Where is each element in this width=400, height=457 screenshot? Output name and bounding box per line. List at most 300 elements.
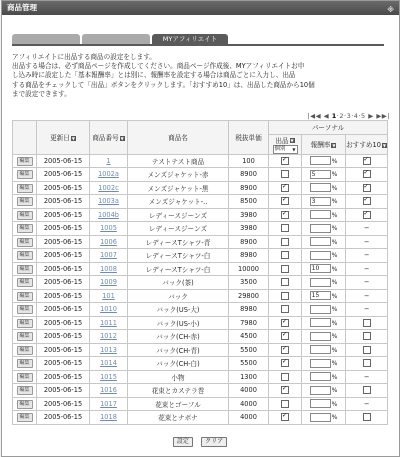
product-name-cell: メンズジャケット-赤 <box>128 168 229 182</box>
listing-checkbox[interactable] <box>281 292 289 300</box>
listing-checkbox[interactable] <box>281 386 289 394</box>
header-listing <box>269 134 302 154</box>
header-name: 商品名 <box>128 121 229 155</box>
page-link-1[interactable]: 1 <box>331 112 337 120</box>
code-cell <box>90 168 128 182</box>
edit-cell <box>13 276 37 290</box>
date-cell: 2005-06-15 <box>37 154 90 168</box>
recommend-checkbox[interactable] <box>363 346 371 354</box>
listing-checkbox[interactable] <box>281 224 289 232</box>
price-cell: 3980 <box>229 222 269 236</box>
rate-input[interactable] <box>310 332 331 341</box>
recommend-cell <box>346 235 388 249</box>
recommend-cell <box>346 357 388 371</box>
table-row <box>13 357 388 371</box>
product-code-link[interactable]: 1016 <box>100 386 117 395</box>
product-code-link[interactable]: 1007 <box>100 251 117 260</box>
price-cell: 100 <box>229 154 269 168</box>
header-listing-label: 出品 <box>275 136 289 145</box>
prev-page-icon[interactable]: ◀ <box>323 112 330 120</box>
price-cell: 4000 <box>229 384 269 398</box>
sort-icon[interactable]: ▼ <box>332 142 336 148</box>
product-name-cell: バック(CH-青) <box>128 343 229 357</box>
code-cell <box>90 370 128 384</box>
code-cell <box>90 411 128 425</box>
product-name-cell: テストテスト商品 <box>128 154 229 168</box>
edit-cell <box>13 357 37 371</box>
rate-cell <box>302 411 346 425</box>
table-row <box>13 330 388 344</box>
rate-cell <box>302 303 346 317</box>
listing-cell <box>269 370 302 384</box>
header-date[interactable] <box>37 121 90 155</box>
product-name-cell: バック(CH-赤) <box>128 330 229 344</box>
date-cell: 2005-06-15 <box>37 262 90 276</box>
date-cell: 2005-06-15 <box>37 384 90 398</box>
rate-input[interactable] <box>310 183 331 192</box>
edit-button[interactable]: 編集 <box>17 265 33 274</box>
sort-icon[interactable]: ▼ <box>290 138 294 143</box>
recommend-cell <box>346 303 388 317</box>
date-cell: 2005-06-15 <box>37 195 90 209</box>
listing-checkbox[interactable] <box>281 197 289 205</box>
page-link-4[interactable]: 4 <box>353 112 359 120</box>
header-personal: パーソナル <box>269 121 388 135</box>
edit-cell <box>13 303 37 317</box>
rate-input[interactable] <box>310 237 331 246</box>
edit-cell <box>13 370 37 384</box>
last-page-icon[interactable]: ▶▶| <box>376 112 390 120</box>
product-code-link[interactable]: 1003a <box>98 197 119 206</box>
edit-cell <box>13 208 37 222</box>
code-cell <box>90 235 128 249</box>
price-cell: 8980 <box>229 249 269 263</box>
percent-label: % <box>331 333 338 341</box>
recommend-cell <box>346 222 388 236</box>
edit-button[interactable]: 編集 <box>17 400 33 409</box>
edit-button[interactable]: 編集 <box>17 197 33 206</box>
price-cell: 8980 <box>229 303 269 317</box>
percent-label: % <box>331 346 338 354</box>
product-name-cell: レディースTシャツ-白 <box>128 249 229 263</box>
code-cell <box>90 181 128 195</box>
recommend-unavailable: − <box>363 251 370 260</box>
code-cell <box>90 208 128 222</box>
product-table <box>12 120 388 425</box>
code-cell <box>90 222 128 236</box>
price-cell: 8900 <box>229 168 269 182</box>
table-row <box>13 154 388 168</box>
page-link-2[interactable]: 2 <box>339 112 344 120</box>
page-link-3[interactable]: 3 <box>346 112 352 120</box>
edit-cell <box>13 330 37 344</box>
listing-checkbox[interactable] <box>281 265 289 273</box>
edit-cell <box>13 289 37 303</box>
edit-button[interactable]: 編集 <box>17 278 33 287</box>
table-row <box>13 411 388 425</box>
date-cell: 2005-06-15 <box>37 181 90 195</box>
recommend-unavailable: − <box>363 305 370 314</box>
product-name-cell: メンズジャケット-.. <box>128 195 229 209</box>
product-name-cell: 花束とゴーフル <box>128 397 229 411</box>
edit-cell <box>13 222 37 236</box>
price-cell: 1300 <box>229 370 269 384</box>
edit-cell <box>13 343 37 357</box>
listing-cell <box>269 303 302 317</box>
rate-input[interactable]: 10 <box>310 264 331 273</box>
recommend-checkbox[interactable] <box>363 170 371 178</box>
edit-cell <box>13 249 37 263</box>
edit-button[interactable]: 編集 <box>17 319 33 328</box>
percent-label: % <box>331 252 338 260</box>
listing-checkbox[interactable] <box>281 373 289 381</box>
rate-input[interactable] <box>310 372 331 381</box>
product-name-cell: 小物 <box>128 370 229 384</box>
code-cell <box>90 343 128 357</box>
rate-cell <box>302 316 346 330</box>
recommend-cell <box>346 208 388 222</box>
rate-cell <box>302 289 346 303</box>
tab-underline <box>12 44 384 46</box>
code-cell <box>90 384 128 398</box>
product-code-link[interactable]: 1013 <box>100 345 117 354</box>
recommend-checkbox[interactable] <box>363 211 371 219</box>
listing-checkbox[interactable] <box>281 319 289 327</box>
listing-checkbox[interactable] <box>281 251 289 259</box>
date-cell: 2005-06-15 <box>37 235 90 249</box>
edit-button[interactable]: 編集 <box>17 359 33 368</box>
rate-input[interactable] <box>310 345 331 354</box>
edit-cell <box>13 397 37 411</box>
recommend-cell <box>346 181 388 195</box>
price-cell: 5500 <box>229 357 269 371</box>
percent-label: % <box>331 184 338 192</box>
resize-grip-icon[interactable]: ※ <box>387 6 393 14</box>
recommend-checkbox[interactable] <box>363 413 371 421</box>
rate-input[interactable]: 3 <box>310 197 331 206</box>
code-cell <box>90 154 128 168</box>
rate-input[interactable] <box>310 251 331 260</box>
recommend-checkbox[interactable] <box>363 359 371 367</box>
rate-cell <box>302 262 346 276</box>
page-link-5[interactable]: 5 <box>361 112 366 120</box>
table-row <box>13 276 388 290</box>
rate-cell <box>302 276 346 290</box>
recommend-cell <box>346 168 388 182</box>
code-cell <box>90 316 128 330</box>
description-line: 出品する場合は、必ず商品ページを作成してください。商品ページ作成後、MYアフィリエイトお申 <box>12 62 305 71</box>
price-cell: 4500 <box>229 330 269 344</box>
rate-cell <box>302 181 346 195</box>
product-name-cell: 花束とカステラ巻 <box>128 384 229 398</box>
edit-cell <box>13 316 37 330</box>
recommend-cell <box>346 343 388 357</box>
product-code-link[interactable]: 1012 <box>100 332 117 341</box>
edit-cell <box>13 181 37 195</box>
header-code[interactable] <box>90 121 128 155</box>
date-cell: 2005-06-15 <box>37 168 90 182</box>
rate-cell <box>302 343 346 357</box>
window-title: 商品管理 <box>7 3 37 12</box>
rate-cell <box>302 208 346 222</box>
product-name-cell: バック <box>128 289 229 303</box>
product-code-link[interactable]: 101 <box>102 291 115 300</box>
settings-button[interactable]: 設定 <box>173 437 193 447</box>
table-row <box>13 262 388 276</box>
rate-input[interactable]: 5 <box>310 170 331 179</box>
listing-checkbox[interactable] <box>281 305 289 313</box>
rate-cell <box>302 222 346 236</box>
date-cell: 2005-06-15 <box>37 289 90 303</box>
product-code-link[interactable]: 1014 <box>100 359 117 368</box>
sort-icon[interactable]: ▼ <box>382 142 386 148</box>
product-code-link[interactable]: 1009 <box>100 278 117 287</box>
listing-checkbox[interactable] <box>281 359 289 367</box>
rate-input[interactable] <box>310 318 331 327</box>
percent-label: % <box>331 238 338 246</box>
listing-cell <box>269 330 302 344</box>
description-line: し込み時に設定した「基本報酬率」とは別に、報酬率を設定する場合は商品ごとに入力し、出品 <box>12 71 296 80</box>
date-cell: 2005-06-15 <box>37 316 90 330</box>
rate-input[interactable] <box>310 278 331 287</box>
date-cell: 2005-06-15 <box>37 397 90 411</box>
listing-checkbox[interactable] <box>281 278 289 286</box>
listing-cell <box>269 168 302 182</box>
product-code-link[interactable]: 1002c <box>98 183 119 192</box>
rate-input[interactable] <box>310 305 331 314</box>
rate-cell <box>302 384 346 398</box>
price-cell: 8500 <box>229 195 269 209</box>
listing-cell <box>269 262 302 276</box>
next-page-icon[interactable]: ▶ <box>368 112 374 120</box>
recommend-unavailable: − <box>363 399 370 408</box>
table-row <box>13 343 388 357</box>
sort-icon[interactable]: ▼ <box>120 135 124 141</box>
table-row <box>13 289 388 303</box>
recommend-checkbox[interactable] <box>363 184 371 192</box>
price-cell: 4000 <box>229 411 269 425</box>
percent-label: % <box>331 171 338 179</box>
edit-cell <box>13 262 37 276</box>
listing-cell <box>269 411 302 425</box>
product-code-link[interactable]: 1006 <box>100 237 117 246</box>
recommend-checkbox[interactable] <box>363 386 371 394</box>
price-cell: 3980 <box>229 208 269 222</box>
product-code-link[interactable]: 1002a <box>98 170 119 179</box>
percent-label: % <box>331 292 338 300</box>
product-name-cell: レディースTシャツ-白 <box>128 262 229 276</box>
percent-label: % <box>331 279 338 287</box>
rate-input[interactable] <box>310 399 331 408</box>
edit-button[interactable]: 編集 <box>17 292 33 301</box>
price-cell: 8900 <box>229 181 269 195</box>
edit-cell <box>13 154 37 168</box>
date-cell: 2005-06-15 <box>37 208 90 222</box>
edit-button[interactable]: 編集 <box>17 211 33 220</box>
listing-checkbox[interactable] <box>281 184 289 192</box>
listing-cell <box>269 154 302 168</box>
clear-button[interactable]: クリア <box>201 437 227 447</box>
code-cell <box>90 289 128 303</box>
code-cell <box>90 357 128 371</box>
edit-button[interactable]: 編集 <box>17 157 33 166</box>
listing-checkbox[interactable] <box>281 157 289 165</box>
action-buttons <box>0 437 400 447</box>
percent-label: % <box>331 306 338 314</box>
date-cell: 2005-06-15 <box>37 370 90 384</box>
edit-cell <box>13 168 37 182</box>
recommend-checkbox[interactable] <box>363 197 371 205</box>
price-cell: 10000 <box>229 262 269 276</box>
date-cell: 2005-06-15 <box>37 222 90 236</box>
rate-input[interactable] <box>310 224 331 233</box>
edit-button[interactable]: 編集 <box>17 332 33 341</box>
product-code-link[interactable]: 1017 <box>100 399 117 408</box>
header-edit <box>13 121 37 155</box>
first-page-icon[interactable]: |◀◀ <box>307 112 322 120</box>
recommend-unavailable: − <box>363 372 370 381</box>
listing-checkbox[interactable] <box>281 211 289 219</box>
code-cell <box>90 330 128 344</box>
edit-button[interactable]: 編集 <box>17 238 33 247</box>
code-cell <box>90 195 128 209</box>
recommend-checkbox[interactable] <box>363 332 371 340</box>
edit-button[interactable]: 編集 <box>17 386 33 395</box>
recommend-cell <box>346 276 388 290</box>
listing-checkbox[interactable] <box>281 413 289 421</box>
product-code-link[interactable]: 1008 <box>100 264 117 273</box>
percent-label: % <box>331 400 338 408</box>
price-cell: 4000 <box>229 397 269 411</box>
code-cell <box>90 276 128 290</box>
table-row <box>13 370 388 384</box>
edit-button[interactable]: 編集 <box>17 373 33 382</box>
product-name-cell: レディースジーンズ <box>128 222 229 236</box>
product-code-link[interactable]: 1015 <box>100 372 117 381</box>
description-line: する商品をチェックして「出品」ボタンをクリックします。「おすすめ10」は、出品した商品から10個 <box>12 80 315 89</box>
listing-cell <box>269 276 302 290</box>
recommend-cell <box>346 330 388 344</box>
product-code-link[interactable]: 1011 <box>100 318 117 327</box>
recommend-unavailable: − <box>363 291 370 300</box>
recommend-checkbox[interactable] <box>363 157 371 165</box>
listing-checkbox[interactable] <box>281 170 289 178</box>
edit-button[interactable]: 編集 <box>17 413 33 422</box>
percent-label: % <box>331 211 338 219</box>
date-cell: 2005-06-15 <box>37 249 90 263</box>
rate-input[interactable] <box>310 386 331 395</box>
table-row <box>13 316 388 330</box>
rate-input[interactable]: 15 <box>310 291 331 300</box>
edit-button[interactable]: 編集 <box>17 184 33 193</box>
header-recommend[interactable] <box>346 134 388 154</box>
rate-cell <box>302 330 346 344</box>
price-cell: 5500 <box>229 343 269 357</box>
date-cell: 2005-06-15 <box>37 343 90 357</box>
rate-input[interactable] <box>310 210 331 219</box>
percent-label: % <box>331 387 338 395</box>
percent-label: % <box>331 373 338 381</box>
table-row <box>13 208 388 222</box>
listing-checkbox[interactable] <box>281 346 289 354</box>
recommend-unavailable: − <box>363 264 370 273</box>
edit-button[interactable]: 編集 <box>17 305 33 314</box>
product-code-link[interactable]: 1010 <box>100 305 117 314</box>
listing-cell <box>269 222 302 236</box>
table-row <box>13 235 388 249</box>
listing-mode-select[interactable]: 個別 ▼ <box>273 145 298 154</box>
tab-my-affiliate[interactable]: MYアフィリエイト <box>152 34 228 44</box>
recommend-cell <box>346 249 388 263</box>
code-cell <box>90 249 128 263</box>
recommend-unavailable: − <box>363 224 370 233</box>
product-name-cell: レディースTシャツ-青 <box>128 235 229 249</box>
edit-button[interactable]: 編集 <box>17 224 33 233</box>
listing-cell <box>269 249 302 263</box>
listing-cell <box>269 181 302 195</box>
tab-2[interactable] <box>82 34 150 44</box>
rate-cell <box>302 154 346 168</box>
product-name-cell: バック(US-大) <box>128 303 229 317</box>
listing-checkbox[interactable] <box>281 238 289 246</box>
percent-label: % <box>331 319 338 327</box>
product-name-cell: バック(茶) <box>128 276 229 290</box>
listing-cell <box>269 235 302 249</box>
recommend-checkbox[interactable] <box>363 319 371 327</box>
rate-cell <box>302 370 346 384</box>
rate-input[interactable] <box>310 413 331 422</box>
percent-label: % <box>331 157 338 165</box>
recommend-cell <box>346 289 388 303</box>
sort-icon[interactable]: ▼ <box>71 135 75 141</box>
code-cell <box>90 262 128 276</box>
product-name-cell: 花束とナボナ <box>128 411 229 425</box>
listing-cell <box>269 208 302 222</box>
listing-cell <box>269 316 302 330</box>
table-row <box>13 384 388 398</box>
rate-input[interactable] <box>310 359 331 368</box>
header-code-label: 商品番号 <box>92 134 119 143</box>
edit-button[interactable]: 編集 <box>17 346 33 355</box>
product-name-cell: バック(US-小) <box>128 316 229 330</box>
date-cell: 2005-06-15 <box>37 303 90 317</box>
recommend-cell <box>346 370 388 384</box>
recommend-cell <box>346 397 388 411</box>
rate-input[interactable] <box>310 156 331 165</box>
date-cell: 2005-06-15 <box>37 357 90 371</box>
rate-cell <box>302 195 346 209</box>
listing-checkbox[interactable] <box>281 400 289 408</box>
rate-cell <box>302 397 346 411</box>
recommend-cell <box>346 411 388 425</box>
header-date-label: 更新日 <box>50 134 70 143</box>
edit-button[interactable]: 編集 <box>17 170 33 179</box>
edit-button[interactable]: 編集 <box>17 251 33 260</box>
header-rate[interactable] <box>302 134 346 154</box>
product-code-link[interactable]: 1 <box>106 156 111 165</box>
product-code-link[interactable]: 1004b <box>98 210 119 219</box>
price-cell: 3500 <box>229 276 269 290</box>
product-code-link[interactable]: 1005 <box>100 224 117 233</box>
listing-cell <box>269 343 302 357</box>
date-cell: 2005-06-15 <box>37 276 90 290</box>
edit-cell <box>13 195 37 209</box>
product-code-link[interactable]: 1018 <box>100 413 117 422</box>
recommend-cell <box>346 316 388 330</box>
listing-checkbox[interactable] <box>281 332 289 340</box>
tab-1[interactable] <box>12 34 80 44</box>
recommend-cell <box>346 384 388 398</box>
